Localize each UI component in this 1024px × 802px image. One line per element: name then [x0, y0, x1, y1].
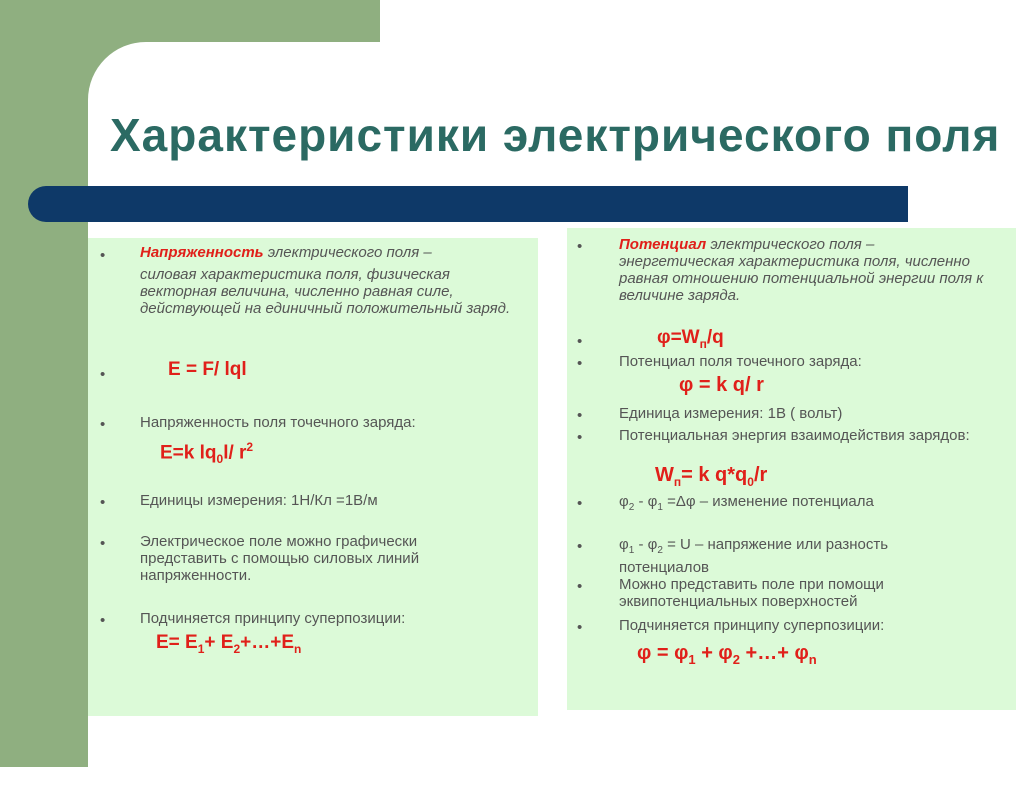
intensity-term-rest: электрического поля –: [263, 244, 432, 261]
superposition-text: Подчиняется принципу суперпозиции:: [140, 610, 406, 627]
point-charge-text: Напряженность поля точечного заряда:: [140, 414, 416, 431]
superposition-formula: $E= E_1+$ $E_2+\dots+E_n$: [156, 632, 302, 656]
bullet-icon: •: [100, 366, 106, 383]
bullet-icon: •: [100, 612, 106, 629]
left-content-panel: [88, 238, 538, 716]
bullet-icon: •: [577, 238, 583, 255]
bullet-icon: •: [577, 619, 583, 636]
slide-title: Характеристики электрического поля: [110, 109, 1001, 161]
point-potential-text: Потенциал поля точечного заряда:: [619, 353, 862, 370]
unit-text: Единица измерения: 1В ( вольт): [619, 405, 843, 422]
graphic-representation-text: Электрическое поле можно графически представить с помощью силовых линий напряженности.: [140, 533, 420, 584]
equipotential-text: Можно представить поле при помощи эквипотенциальных поверхностей: [619, 576, 884, 610]
bullet-icon: •: [577, 407, 583, 424]
intensity-formula: E = F/ lql: [168, 359, 247, 380]
bullet-icon: •: [100, 494, 106, 511]
intensity-term: Напряженность: [140, 244, 264, 261]
potential-definition: [619, 236, 989, 304]
potential-superposition-formula: $\varphi = \varphi_1 + \varphi_2$ +…+ $\varphi_n$: [637, 642, 817, 667]
voltage-text: $\varphi_1 - \varphi_2 = U$ – напряжение или разность потенциалов: [619, 536, 889, 576]
units-text: Единицы измерения: 1Н/Кл =1В/м: [140, 492, 378, 509]
potential-energy-text: Потенциальная энергия взаимодействия зарядов:: [619, 427, 970, 444]
potential-energy-formula: $W_п= k$ $q*q_0/r$: [655, 464, 768, 489]
potential-description: электрического поля – энергетическая характеристика поля, численно равная отношению потенциальной энергии поля к величине заряда.: [619, 236, 984, 304]
bullet-icon: •: [577, 578, 583, 595]
bullet-icon: •: [100, 247, 106, 264]
title-underline-bar: [28, 186, 908, 222]
bullet-icon: •: [577, 429, 583, 446]
potential-formula: $\varphi=W_п/q$: [657, 327, 724, 351]
right-content-panel: [567, 228, 1016, 710]
bullet-icon: •: [577, 495, 583, 512]
bullet-icon: •: [577, 333, 583, 350]
bullet-icon: •: [577, 538, 583, 555]
bullet-icon: •: [100, 416, 106, 433]
point-charge-formula: E=k $lq_0l/$ $r^2$: [160, 440, 254, 467]
bullet-icon: •: [577, 355, 583, 372]
potential-difference-text: $\varphi_2 - \varphi_1 =\Delta\varphi$ – изменение потенциала: [619, 493, 874, 513]
intensity-definition: [140, 244, 520, 261]
bullet-icon: •: [100, 535, 106, 552]
superposition-text: Подчиняется принципу суперпозиции:: [619, 617, 885, 634]
point-potential-formula: φ = k q/ r: [679, 374, 764, 396]
intensity-description: силовая характеристика поля, физическая векторная величина, численно равная силе, действующей на единичный положительный заряд.: [140, 266, 511, 317]
potential-term: Потенциал: [619, 236, 707, 253]
